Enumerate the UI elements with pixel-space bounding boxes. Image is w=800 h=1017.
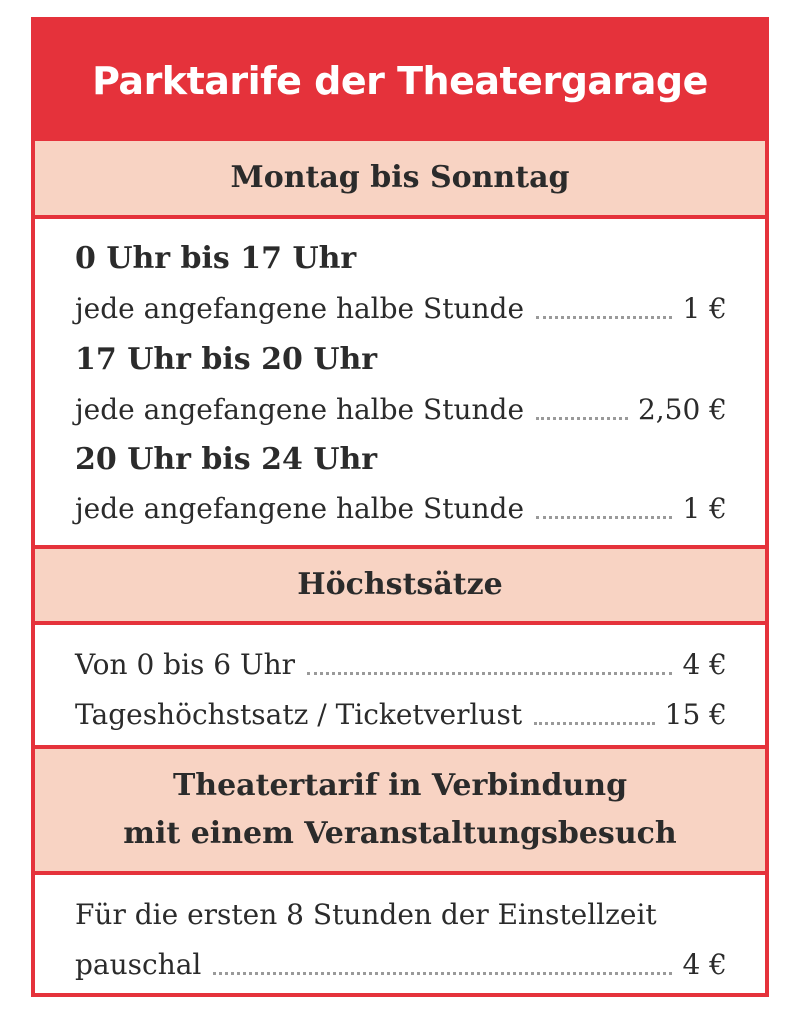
rate-label: Von 0 bis 6 Uhr — [75, 648, 296, 681]
rate-row-3 — [75, 481, 727, 529]
section-header-max-rates-label: Höchstsätze — [297, 567, 503, 602]
divider — [35, 621, 765, 625]
dot-leader — [536, 417, 628, 420]
section-header-theatre-rate-line2: mit einem Veranstaltungsbesuch — [123, 816, 677, 851]
rate-label: jede angefangene halbe Stunde — [75, 292, 525, 325]
rate-price: 4 € — [682, 648, 727, 681]
rate-price: 15 € — [664, 698, 727, 731]
rate-price: 1 € — [682, 292, 727, 325]
rate-label: jede angefangene halbe Stunde — [75, 492, 525, 525]
section-header-days-label: Montag bis Sonntag — [230, 160, 570, 195]
rate-price: 2,50 € — [637, 393, 727, 426]
divider — [35, 871, 765, 875]
section-header-max-rates — [35, 549, 765, 621]
section-header-theatre-rate — [35, 749, 765, 871]
rate-row-1 — [75, 281, 727, 329]
rate-price: 1 € — [682, 492, 727, 525]
theatre-rate-description: Für die ersten 8 Stunden der Einstellzeit — [75, 898, 657, 931]
time-range-2: 17 Uhr bis 20 Uhr — [75, 342, 378, 377]
section-header-theatre-rate-line1: Theatertarif in Verbindung — [172, 768, 628, 803]
rate-label: jede angefangene halbe Stunde — [75, 393, 525, 426]
rate-row-2 — [75, 382, 727, 430]
max-rate-row-2 — [75, 687, 727, 735]
dot-leader — [536, 516, 672, 519]
rate-label: pauschal — [75, 948, 202, 981]
rate-label: Tageshöchstsatz / Ticketverlust — [75, 698, 523, 731]
dot-leader — [534, 722, 655, 725]
theatre-rate-row — [75, 937, 727, 985]
page-title: Parktarife der Theatergarage — [35, 21, 765, 141]
section-header-days — [35, 141, 765, 215]
time-range-3: 20 Uhr bis 24 Uhr — [75, 442, 378, 477]
dot-leader — [307, 672, 672, 675]
parking-rates-card — [31, 17, 769, 997]
divider — [35, 215, 765, 219]
rate-price: 4 € — [682, 948, 727, 981]
max-rate-row-1 — [75, 637, 727, 685]
dot-leader — [213, 972, 672, 975]
time-range-1: 0 Uhr bis 17 Uhr — [75, 241, 357, 276]
dot-leader — [536, 316, 672, 319]
